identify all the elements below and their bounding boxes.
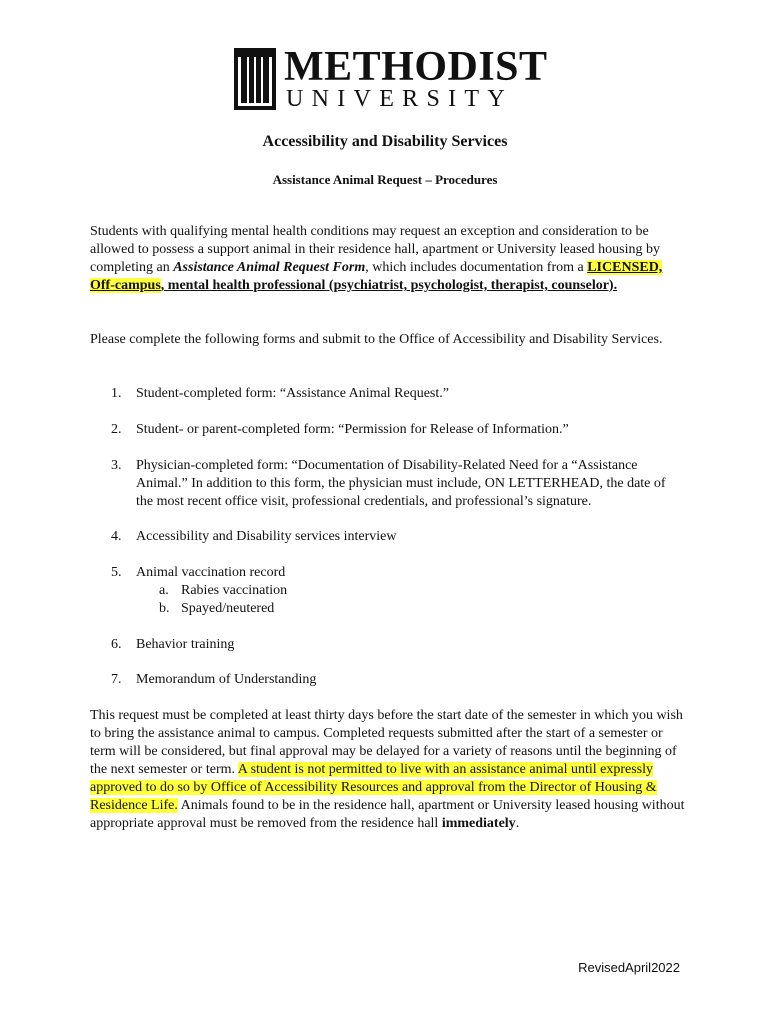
logo-wordmark-university: UNIVERSITY: [286, 86, 513, 112]
closing-paragraph: [90, 707, 685, 833]
list-item-number: 6.: [111, 637, 122, 652]
page-subtitle: Assistance Animal Request – Procedures: [272, 172, 498, 187]
methodist-university-logo: [234, 44, 548, 112]
sub-list-item-letter: b.: [159, 601, 170, 616]
immediately-emphasis: immediately: [441, 816, 516, 831]
list-item-number: 1.: [111, 386, 122, 401]
intro-text-3: , mental health professional (psychiatrist, psychologist, therapist, counselor).: [160, 278, 618, 293]
sub-list-item-text: Spayed/neutered: [181, 601, 275, 616]
list-item-number: 4.: [111, 529, 122, 544]
list-item-number: 2.: [111, 422, 122, 437]
columns-logo-icon: [234, 48, 276, 110]
list-item-number: 5.: [111, 565, 122, 580]
revision-date: RevisedApril2022: [578, 960, 680, 975]
form-name: Assistance Animal Request Form: [173, 260, 366, 275]
closing-text-end: .: [515, 816, 520, 831]
list-item-number: 7.: [111, 672, 122, 687]
intro-paragraph: [90, 223, 685, 295]
closing-text-2: Animals found to be in the residence hall, apartment or University leased housing without appropriate approval must be removed from the residence hall: [90, 798, 685, 831]
list-item-number: 3.: [111, 458, 122, 473]
logo-wordmark-methodist: METHODIST: [284, 44, 548, 90]
list-item-text: Behavior training: [136, 637, 235, 652]
approval-highlight: A student is not permitted to live with an assistance animal until expressly approved to do so by Office of Accessibility Resources and approval from the Director of Housing & Residence Life.: [90, 762, 657, 813]
list-item-text: Memorandum of Understanding: [136, 672, 317, 687]
sub-list-item-letter: a.: [159, 583, 169, 598]
sub-list-item-text: Rabies vaccination: [181, 583, 288, 598]
closing-text-1: This request must be completed at least thirty days before the start date of the semester in which you wish to bring the assistance animal to campus. Completed requests submitted after the start of a semester or term will be considered, but final approval may be delayed for a variety of reasons until the beginning of the next semester or term.: [90, 708, 683, 777]
list-item-text: Accessibility and Disability services interview: [136, 529, 397, 544]
list-item-text: Student-completed form: “Assistance Animal Request.”: [136, 386, 449, 401]
list-item-text: Physician-completed form: “Documentation of Disability-Related Need for a “Assistance Animal.” In addition to this form, the physician must include, ON LETTERHEAD, the date of the most recent office visit, professional credentials, and professional’s signature.: [136, 458, 666, 509]
page-title: Accessibility and Disability Services: [262, 133, 508, 150]
instructions-paragraph: Please complete the following forms and submit to the Office of Accessibility and Disability Services.: [90, 332, 663, 347]
intro-text-2: , which includes documentation from a: [365, 260, 588, 275]
intro-text-1: Students with qualifying mental health conditions may request an exception and consideration to be allowed to possess a support animal in their residence hall, apartment or University leased housing by completing an: [90, 224, 660, 275]
list-item-text: Animal vaccination record: [136, 565, 286, 580]
licensed-highlight: LICENSED, Off-campus: [90, 260, 663, 293]
list-item-text: Student- or parent-completed form: “Permission for Release of Information.”: [136, 422, 569, 437]
